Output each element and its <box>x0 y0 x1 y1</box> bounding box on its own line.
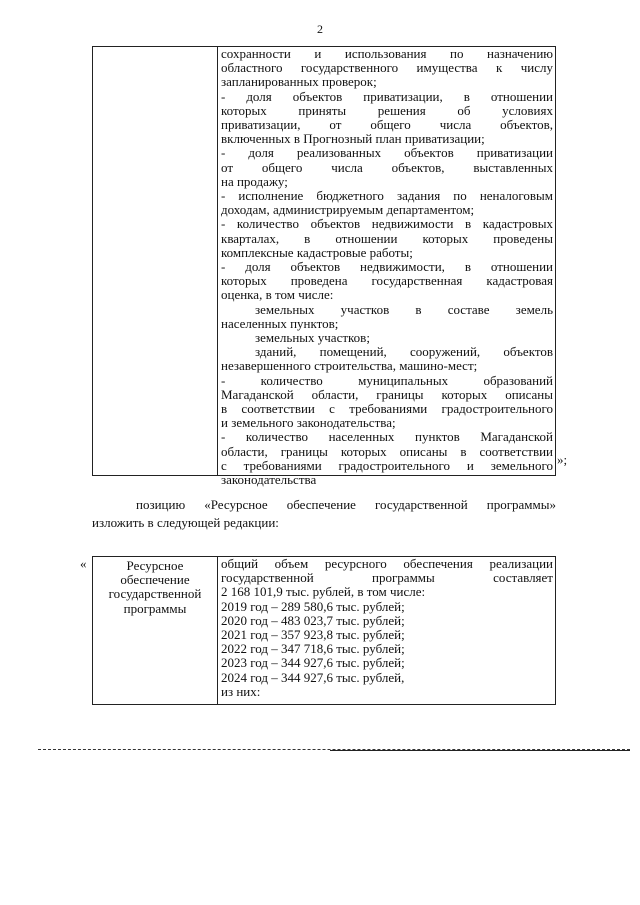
cell-line: комплексные кадастровые работы; <box>221 245 413 260</box>
label-line: обеспечение <box>120 572 190 588</box>
cell-line: - доля объектов недвижимости, в отношении <box>221 260 553 275</box>
resource-label-cell <box>93 557 218 704</box>
cell-line: 2022 год – 347 718,6 тыс. рублей; <box>221 642 405 657</box>
cell-line: доходам, администрируемым департаментом; <box>221 203 475 218</box>
page-number: 2 <box>317 22 323 36</box>
cell-line: сохранности и использования по назначению <box>221 47 553 61</box>
cell-line: 2 168 101,9 тыс. рублей, в том числе: <box>221 585 426 600</box>
cell-line: населенных пунктов; <box>221 316 339 331</box>
closing-quote: »; <box>557 452 568 467</box>
cell-line: зданий, помещений, сооружений, объектов <box>255 345 553 360</box>
resource-table <box>92 556 556 705</box>
cell-line: и земельного законодательства; <box>221 416 396 431</box>
cell-line: которых проведена государственная кадастровая <box>221 274 553 289</box>
cell-line: государственной программы составляет <box>221 571 553 586</box>
cell-line: - доля объектов приватизации, в отношении <box>221 89 553 104</box>
cell-line: из них: <box>221 684 261 699</box>
resource-value-cell <box>218 557 555 704</box>
cell-line: Магаданской области, границы которых описаны <box>221 387 553 402</box>
cell-line: включенных в Прогнозный план приватизации; <box>221 132 485 147</box>
label-line: Ресурсное <box>126 558 184 573</box>
cell-line: 2023 год – 344 927,6 тыс. рублей; <box>221 656 405 671</box>
cell-line: 2020 год – 483 023,7 тыс. рублей; <box>221 613 405 628</box>
cell-line: от общего числа объектов, выставленных <box>221 160 553 175</box>
table-continuation <box>92 46 556 488</box>
paragraph-line-2: изложить в следующей редакции: <box>92 515 279 530</box>
cell-line: кварталах, в отношении которых проведены <box>221 231 553 246</box>
cell-line: законодательства <box>221 473 317 488</box>
cell-line: - исполнение бюджетного задания по неналоговым <box>221 189 553 204</box>
cell-line: 2021 год – 357 923,8 тыс. рублей; <box>221 628 405 643</box>
table-left-cell <box>93 47 218 475</box>
cell-line: - количество населенных пунктов Магаданской <box>221 430 553 445</box>
cell-line: областного государственного имущества к числу <box>221 61 553 76</box>
cell-line: земельных участков в составе земель <box>255 302 553 317</box>
cell-line: - количество объектов недвижимости в кадастровых <box>221 217 553 232</box>
cell-line: с требованиями градостроительного и земельного <box>221 458 553 473</box>
opening-quote: « <box>80 556 87 571</box>
cell-line: - количество муниципальных образований <box>221 373 553 388</box>
page-separator-solid <box>330 750 630 751</box>
cell-line: которых приняты решения об условиях <box>221 103 553 118</box>
indicators-cell <box>218 47 555 488</box>
cell-line: приватизации, от общего числа объектов, <box>221 118 553 133</box>
cell-line: в соответствии с требованиями градостроительного <box>221 402 553 417</box>
label-line: программы <box>123 600 187 616</box>
cell-line: общий объем ресурсного обеспечения реализации <box>221 557 553 571</box>
cell-line: запланированных проверок; <box>221 75 377 90</box>
paragraph-line-1: позицию «Ресурсное обеспечение государственной программы» <box>136 497 556 512</box>
cell-line: области, границы которых описаны в соответствии <box>221 444 553 459</box>
cell-line: 2024 год – 344 927,6 тыс. рублей, <box>221 670 405 685</box>
label-line: государственной <box>108 586 202 602</box>
cell-line: земельных участков; <box>255 331 370 346</box>
cell-line: 2019 год – 289 580,6 тыс. рублей; <box>221 599 405 614</box>
cell-line: - доля реализованных объектов приватизации <box>221 146 553 161</box>
cell-line: на продажу; <box>221 174 288 189</box>
cell-line: оценка, в том числе: <box>221 288 334 303</box>
cell-line: незавершенного строительства, машино-мест; <box>221 359 478 374</box>
